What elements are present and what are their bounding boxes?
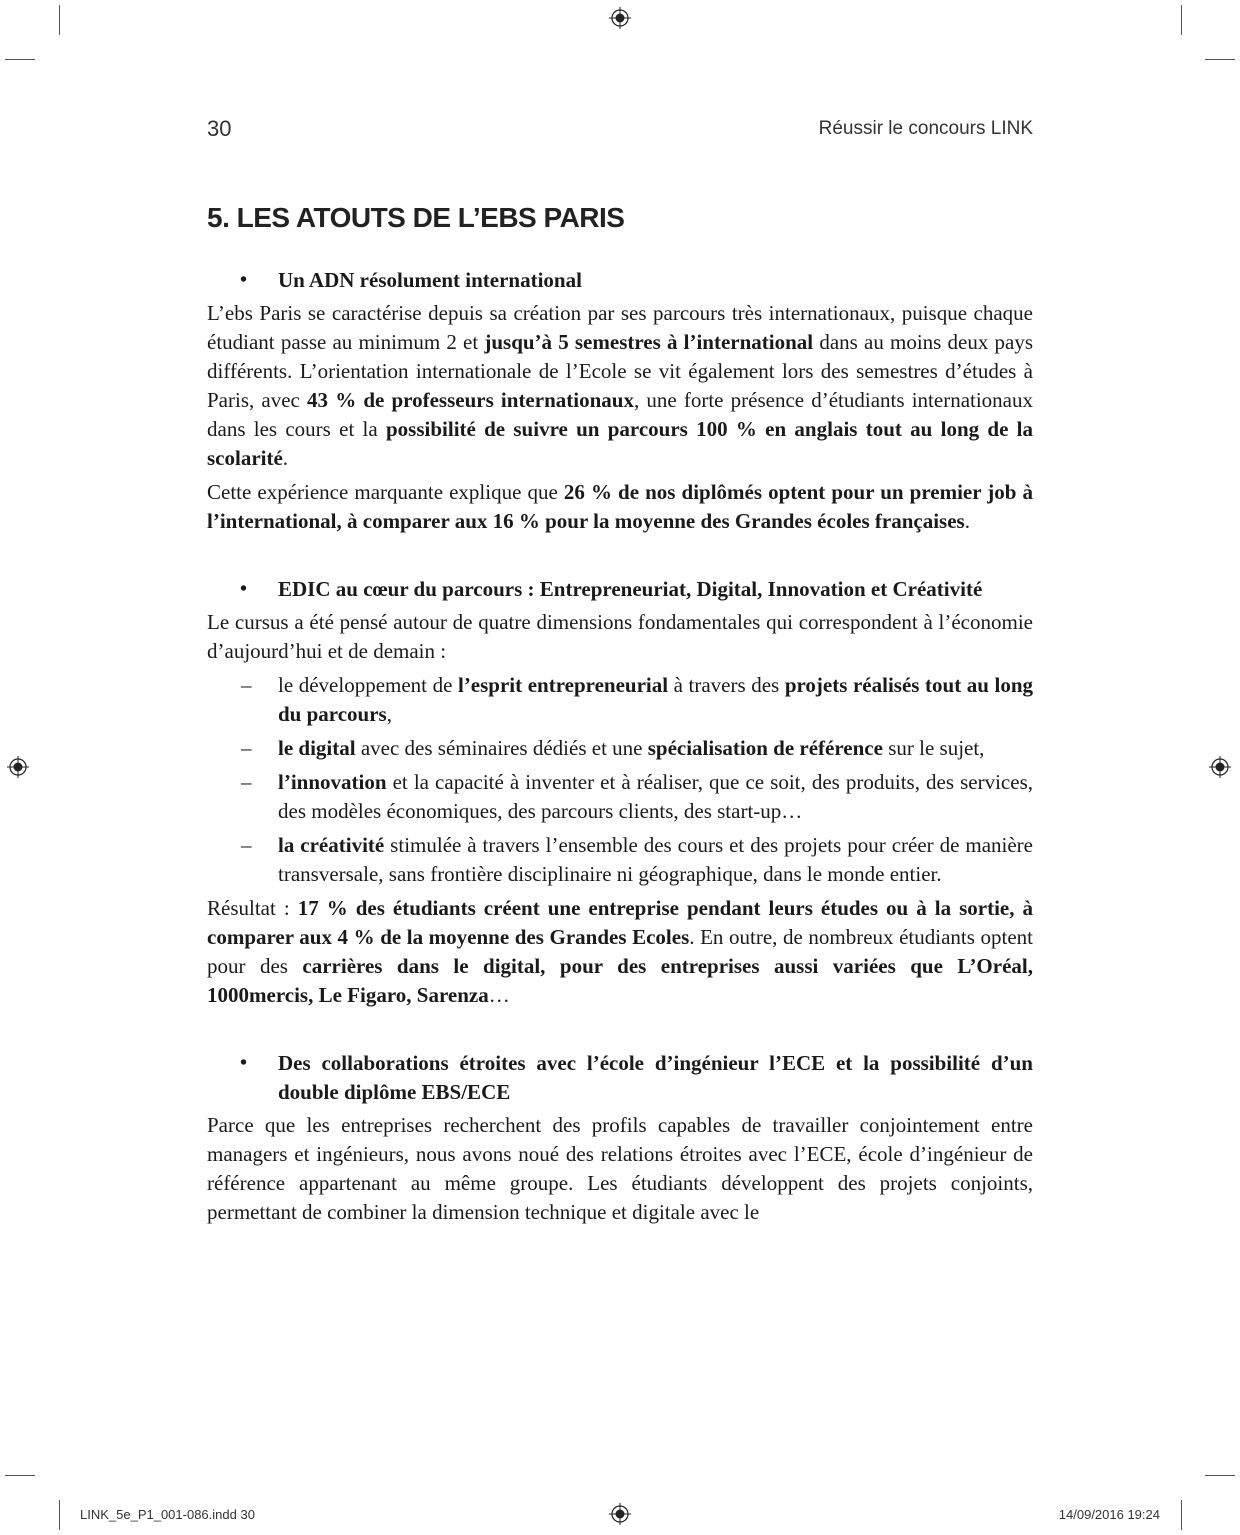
bullet-icon: •	[240, 269, 248, 291]
registration-mark-icon	[609, 7, 631, 29]
dash-icon: –	[241, 736, 252, 760]
bullet-icon: •	[240, 1052, 248, 1074]
registration-mark-icon	[1209, 756, 1231, 778]
bold-text: 43 % de professeurs internationaux	[307, 388, 634, 412]
dash-icon: –	[241, 673, 252, 697]
crop-mark	[5, 1475, 35, 1476]
crop-mark	[59, 5, 60, 35]
bullet-icon: •	[240, 578, 248, 600]
crop-mark	[1181, 1500, 1182, 1530]
crop-mark	[1181, 5, 1182, 35]
text-run: . En outre, de nombreux étudiants optent pour des	[207, 925, 1033, 978]
heading-text: Un ADN résolument international	[278, 268, 582, 292]
bullet-heading	[207, 266, 1033, 295]
text-run: L’ebs Paris se caractérise depuis sa création par ses parcours très internationaux, puisque chaque étudiant passe au minimum 2 et	[207, 301, 1033, 354]
bold-text: le digital	[278, 736, 356, 760]
dash-list	[207, 671, 1033, 889]
text-run: Résultat :	[207, 896, 298, 920]
text-run: , une forte présence d’étudiants internationaux dans les cours et la	[207, 388, 1033, 441]
bullet-heading	[207, 575, 1033, 604]
bullet-heading	[207, 1049, 1033, 1107]
text-run: .	[282, 446, 289, 470]
paragraph	[207, 299, 1033, 473]
dash-icon: –	[241, 770, 252, 794]
text-run: avec des séminaires dédiés et une	[355, 736, 648, 760]
text-run: dans au moins deux pays différents. L’orientation internationale de l’Ecole se vit également lors des semestres d’études à Paris, avec	[207, 330, 1034, 412]
bold-text: la créativité	[278, 833, 385, 857]
text-run: sur le sujet,	[882, 736, 985, 760]
list-item	[207, 671, 1033, 729]
bold-text: carrières dans le digital, pour des entreprises aussi variées que L’Oréal, 1000mercis, Le Figaro, Sarenza	[207, 954, 1033, 1007]
bold-text: spécialisation de référence	[647, 736, 883, 760]
slug-date: 14/09/2016 19:24	[1058, 1507, 1160, 1522]
text-run: …	[488, 983, 510, 1007]
body-text	[207, 266, 1033, 1232]
paragraph	[207, 894, 1033, 1010]
text-run: .	[964, 509, 970, 533]
heading-text: EDIC au cœur du parcours : Entrepreneuriat, Digital, Innovation et Créativité	[278, 577, 983, 601]
text-run: Cette expérience marquante explique que	[207, 480, 564, 504]
crop-mark	[1205, 1475, 1235, 1476]
heading-text: Des collaborations étroites avec l’école d’ingénieur l’ECE et la possibilité d’un double diplôme EBS/ECE	[278, 1051, 1033, 1104]
text-run: ,	[386, 702, 392, 726]
running-title: Réussir le concours LINK	[818, 118, 1033, 139]
text-run: stimulée à travers l’ensemble des cours et des projets pour créer de manière transversale, sans frontière disciplinaire ni géographique, dans le monde entier.	[278, 833, 1033, 886]
crop-mark	[59, 1500, 60, 1530]
slug-filename: LINK_5e_P1_001-086.indd 30	[80, 1507, 255, 1522]
list-item	[207, 768, 1033, 826]
text-run: et la capacité à inventer et à réaliser, que ce soit, des produits, des services, des modèles économiques, des parcours clients, des start-up…	[278, 770, 1033, 823]
text-run: le développement de	[278, 673, 458, 697]
bold-text: jusqu’à 5 semestres à l’international	[484, 330, 814, 354]
crop-mark	[1205, 59, 1235, 60]
dash-icon: –	[241, 833, 252, 857]
paragraph: Parce que les entreprises recherchent des profils capables de travailler conjointement entre managers et ingénieurs, nous avons noué des relations étroites avec l’ECE, école d’ingénieur de référence appartenant au même groupe. Les étudiants développent des projets conjoints, permettant de combiner la dimension technique et digitale avec le	[207, 1113, 1033, 1224]
bold-text: l’innovation	[278, 770, 387, 794]
bold-text: projets réalisés tout au long du parcours	[278, 673, 1034, 726]
bold-text: l’esprit entrepreneurial	[457, 673, 669, 697]
paragraph: Le cursus a été pensé autour de quatre dimensions fondamentales qui correspondent à l’économie d’aujourd’hui et de demain :	[207, 610, 1033, 663]
list-item	[207, 734, 1033, 763]
bold-text: 17 % des étudiants créent une entreprise pendant leurs études ou à la sortie, à comparer aux 4 % de la moyenne des Grandes Ecoles	[207, 896, 1033, 949]
section-title: 5. LES ATOUTS DE L’EBS PARIS	[207, 202, 625, 233]
text-run: à travers des	[668, 673, 785, 697]
page-number: 30	[207, 116, 232, 141]
list-item	[207, 831, 1033, 889]
crop-mark	[5, 59, 35, 60]
registration-mark-icon	[7, 756, 29, 778]
bold-text: possibilité de suivre un parcours 100 % en anglais tout au long de la scolarité	[207, 417, 1033, 470]
paragraph	[207, 478, 1033, 536]
registration-mark-icon	[609, 1503, 631, 1525]
bold-text: 26 % de nos diplômés optent pour un premier job à l’international, à comparer aux 16 % pour la moyenne des Grandes écoles françaises	[207, 480, 1033, 533]
